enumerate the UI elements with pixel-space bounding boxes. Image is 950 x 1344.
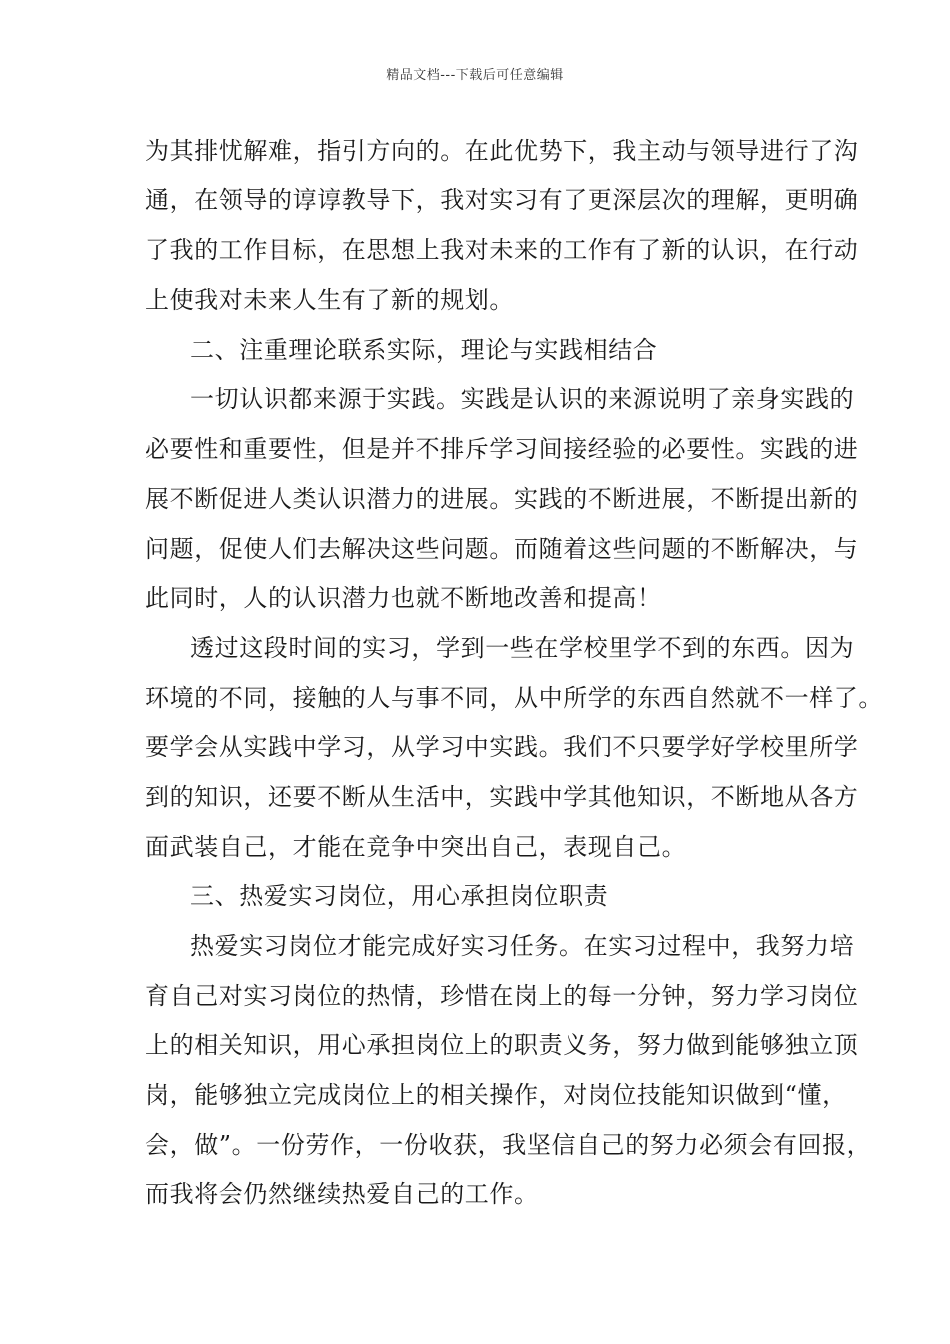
section-heading: 三、热爱实习岗位，用心承担岗位职责 — [190, 882, 609, 910]
paragraph-line: 此同时，人的认识潜力也就不断地改善和提高！ — [145, 584, 662, 612]
paragraph-line: 透过这段时间的实习，学到一些在学校里学不到的东西。因为 — [190, 634, 855, 662]
paragraph-line: 要学会从实践中学习，从学习中实践。我们不只要学好学校里所学 — [145, 733, 859, 761]
paragraph-line: 为其排忧解难，指引方向的。在此优势下，我主动与领导进行了沟 — [145, 137, 859, 165]
paragraph-line: 通，在领导的谆谆教导下，我对实习有了更深层次的理解，更明确 — [145, 186, 859, 214]
paragraph-line: 会，做”。一份劳作，一份收获，我坚信自己的努力必须会有回报， — [145, 1131, 872, 1159]
paragraph-line: 而我将会仍然继续热爱自己的工作。 — [145, 1180, 539, 1208]
page-header: 精品文档---下载后可任意编辑 — [386, 68, 564, 83]
paragraph-line: 面武装自己，才能在竞争中突出自己，表现自己。 — [145, 833, 687, 861]
paragraph-line: 到的知识，还要不断从生活中，实践中学其他知识，不断地从各方 — [145, 783, 859, 811]
paragraph-line: 上使我对未来人生有了新的规划。 — [145, 286, 514, 314]
paragraph-line: 育自己对实习岗位的热情，珍惜在岗上的每一分钟，努力学习岗位 — [145, 982, 859, 1010]
paragraph-line: 展不断促进人类认识潜力的进展。实践的不断进展，不断提出新的 — [145, 485, 859, 513]
paragraph-line: 必要性和重要性，但是并不排斥学习间接经验的必要性。实践的进 — [145, 435, 859, 463]
section-heading: 二、注重理论联系实际，理论与实践相结合 — [190, 336, 658, 364]
paragraph-line: 了我的工作目标，在思想上我对未来的工作有了新的认识，在行动 — [145, 236, 859, 264]
paragraph-line: 上的相关知识，用心承担岗位上的职责义务，努力做到能够独立顶 — [145, 1031, 859, 1059]
paragraph-line: 热爱实习岗位才能完成好实习任务。在实习过程中，我努力培 — [190, 932, 855, 960]
paragraph-line: 一切认识都来源于实践。实践是认识的来源说明了亲身实践的 — [190, 385, 855, 413]
paragraph-line: 环境的不同，接触的人与事不同，从中所学的东西自然就不一样了。 — [145, 684, 883, 712]
paragraph-line: 问题，促使人们去解决这些问题。而随着这些问题的不断解决，与 — [145, 535, 859, 563]
paragraph-line: 岗，能够独立完成岗位上的相关操作，对岗位技能知识做到“懂， — [145, 1081, 847, 1109]
